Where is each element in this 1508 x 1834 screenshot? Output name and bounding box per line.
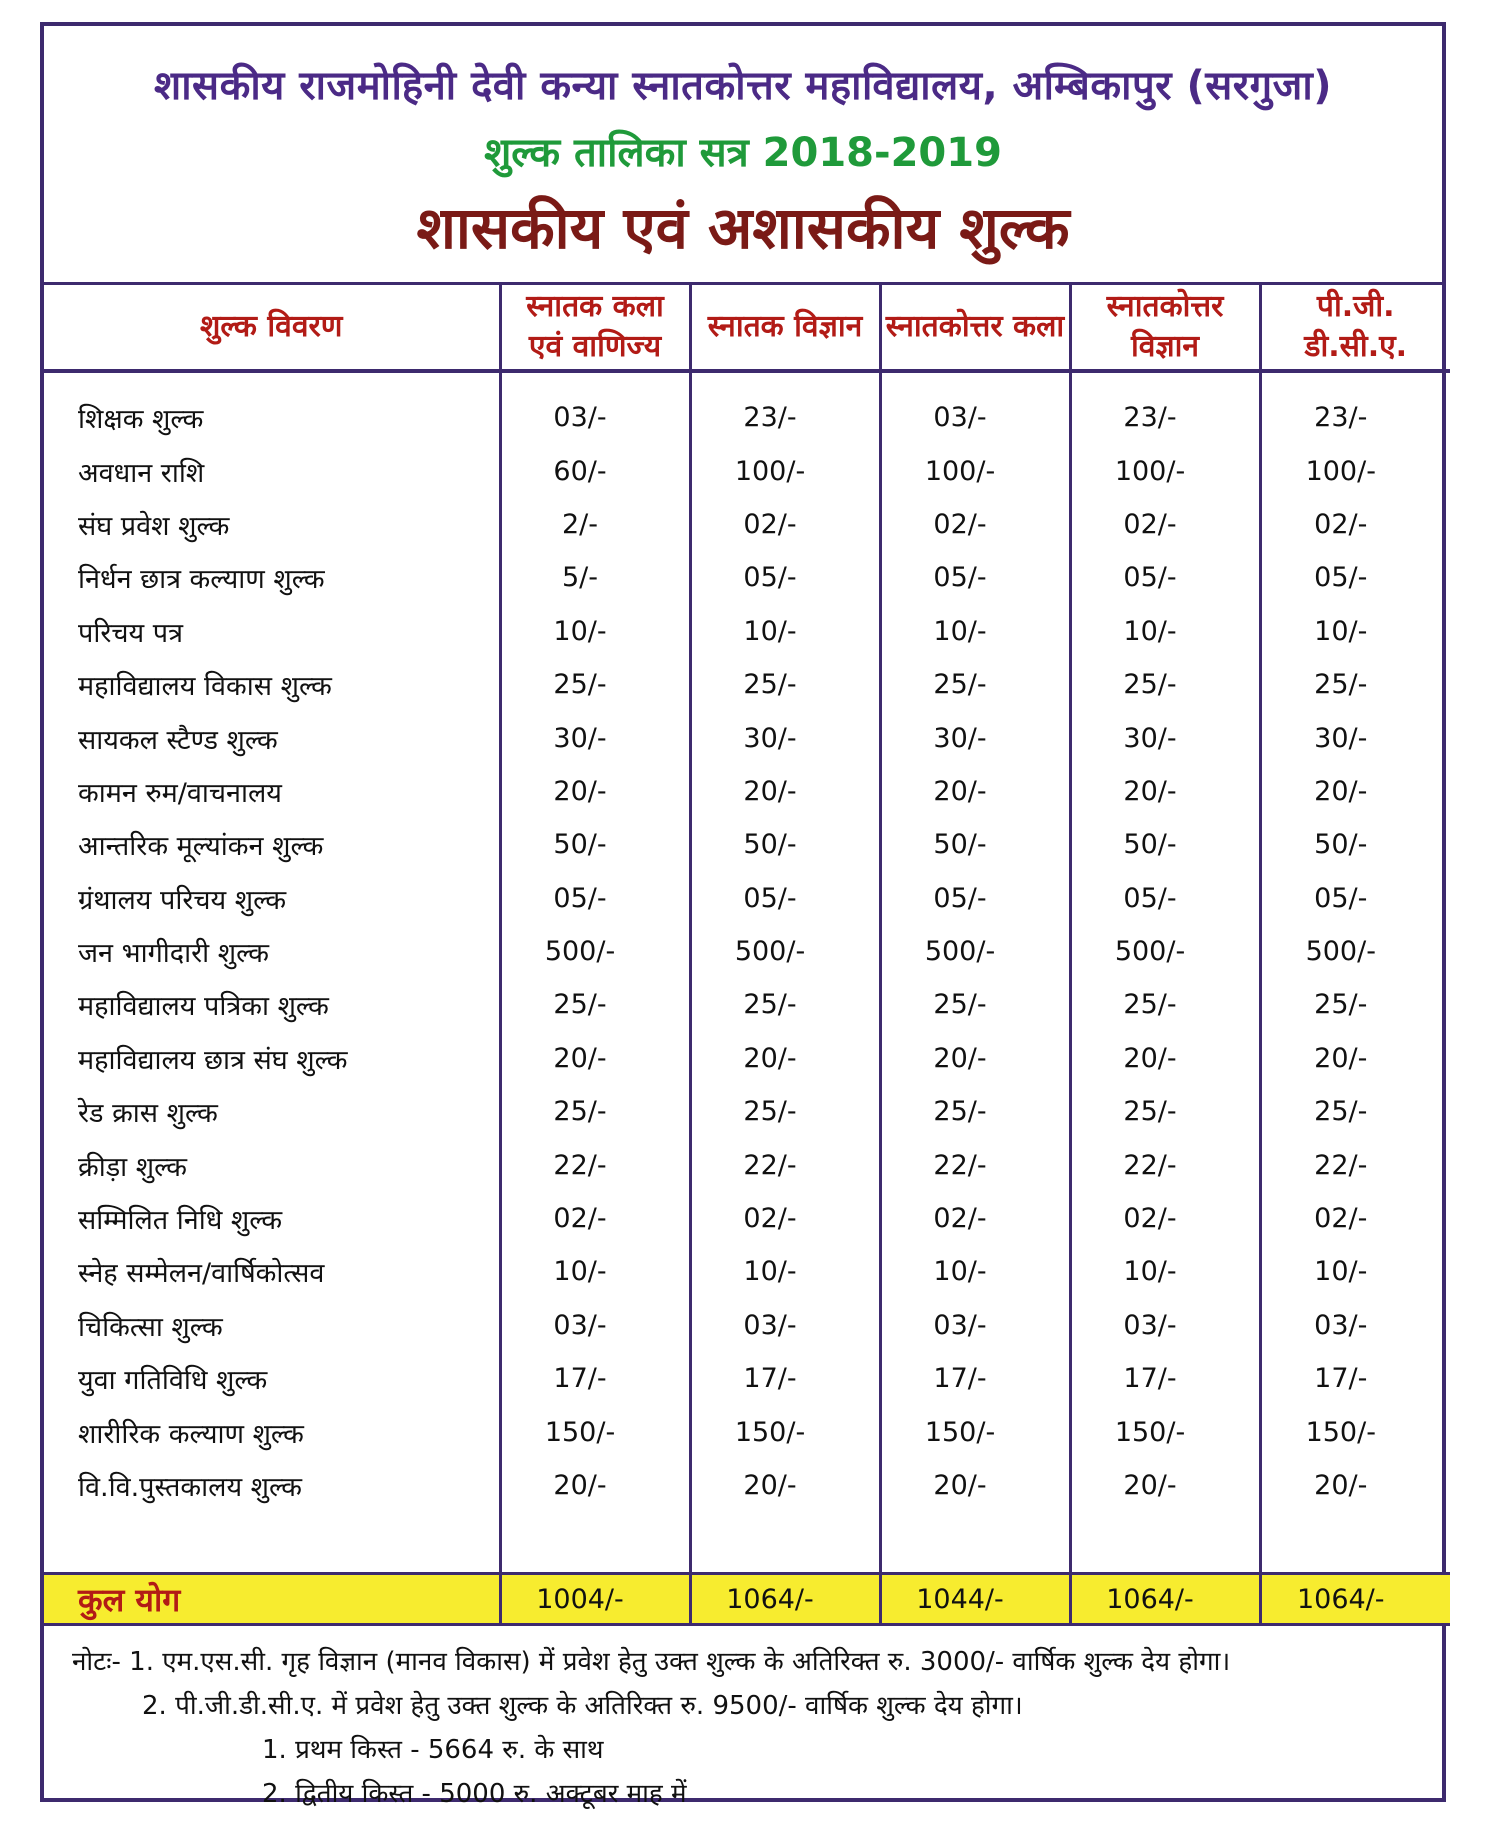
table-row [44,925,1450,978]
fee-amount-cell: 25/- [1070,1085,1260,1138]
table-row [44,371,1450,444]
notes-section [44,1626,1442,1816]
fee-amount-cell: 10/- [500,1245,690,1298]
session-title: शुल्क तालिका सत्र 2018-2019 [484,130,1002,176]
fee-amount-cell: 05/- [1260,872,1450,925]
fee-amount-cell: 22/- [880,1138,1070,1191]
total-amount-cell: 1064/- [1260,1574,1450,1625]
note-line: नोटः- 1. एम.एस.सी. गृह विज्ञान (मानव विकास) में प्रवेश हेतु उक्त शुल्क के अतिरिक्त रु. 3000/- वार्षिक शुल्क देय होगा। [72,1647,1231,1678]
fee-amount-cell: 03/- [500,1299,690,1352]
note-line: 2. द्वितीय किस्त - 5000 रु. अक्टूबर माह में [262,1779,687,1810]
fee-amount-cell: 22/- [500,1138,690,1191]
fee-amount-cell: 60/- [500,444,690,497]
fee-amount-cell: 100/- [1260,444,1450,497]
fee-amount-cell: 05/- [1260,551,1450,604]
fee-amount-cell: 25/- [880,978,1070,1031]
fee-amount-cell: 150/- [1070,1405,1260,1458]
spacer-cell [880,1512,1070,1574]
table-row [44,711,1450,764]
fee-name-cell: चिकित्सा शुल्क [78,1311,223,1343]
fee-name-cell: वि.वि.पुस्तकालय शुल्क [78,1472,302,1503]
fee-amount-cell: 25/- [880,1085,1070,1138]
total-amount-cell: 1044/- [880,1574,1070,1625]
fee-amount-cell: 20/- [690,1032,880,1085]
fee-amount-cell: 17/- [1070,1352,1260,1405]
fee-amount-cell: 50/- [1070,818,1260,871]
fee-amount-cell: 5/- [500,551,690,604]
fee-amount-cell: 20/- [880,765,1070,818]
fee-amount-cell: 10/- [1260,605,1450,658]
spacer-cell [500,1512,690,1574]
fee-amount-cell: 03/- [500,371,690,444]
fee-amount-cell: 05/- [690,872,880,925]
table-row [44,1245,1450,1298]
fee-name-cell: अवधान राशि [78,457,205,489]
fee-amount-cell: 150/- [500,1405,690,1458]
fee-amount-cell: 22/- [690,1138,880,1191]
fee-name-cell: आन्तरिक मूल्यांकन शुल्क [78,831,324,863]
fee-name-cell: महाविद्यालय विकास शुल्क [78,671,332,703]
column-header: स्नातकोत्तर विज्ञान [1070,285,1260,371]
total-amount-cell: 1064/- [690,1574,880,1625]
table-row [44,1085,1450,1138]
fee-amount-cell: 25/- [690,1085,880,1138]
fee-amount-cell: 10/- [690,1245,880,1298]
fee-amount-cell: 03/- [690,1299,880,1352]
fee-amount-cell: 20/- [690,1459,880,1512]
column-header: पी.जी. डी.सी.ए. [1260,285,1450,371]
fee-amount-cell: 10/- [1070,1245,1260,1298]
fee-amount-cell: 30/- [1070,711,1260,764]
table-row [44,551,1450,604]
fee-amount-cell: 03/- [1070,1299,1260,1352]
fee-amount-cell: 25/- [880,658,1070,711]
fee-amount-cell: 10/- [880,605,1070,658]
fee-amount-cell: 10/- [690,605,880,658]
total-row [44,1574,1450,1625]
fee-amount-cell: 500/- [880,925,1070,978]
fee-amount-cell: 30/- [880,711,1070,764]
fee-amount-cell: 10/- [1070,605,1260,658]
fee-amount-cell: 150/- [690,1405,880,1458]
fee-amount-cell: 05/- [690,551,880,604]
table-row [44,658,1450,711]
fee-amount-cell: 17/- [690,1352,880,1405]
total-label: कुल योग [44,1574,500,1625]
fee-amount-cell: 17/- [1260,1352,1450,1405]
table-row [44,1299,1450,1352]
fee-amount-cell: 2/- [500,498,690,551]
fee-amount-cell: 30/- [1260,711,1450,764]
fee-amount-cell: 25/- [690,978,880,1031]
fee-amount-cell: 500/- [1070,925,1260,978]
spacer-cell [1070,1512,1260,1574]
fee-amount-cell: 20/- [500,1032,690,1085]
fee-amount-cell: 05/- [1070,551,1260,604]
fee-amount-cell: 23/- [1260,371,1450,444]
fee-amount-cell: 20/- [1260,1032,1450,1085]
fee-amount-cell: 20/- [1260,765,1450,818]
fee-amount-cell: 10/- [880,1245,1070,1298]
note-line: 1. प्रथम किस्त - 5664 रु. के साथ [262,1735,604,1766]
fee-amount-cell: 25/- [690,658,880,711]
fee-amount-cell: 20/- [500,765,690,818]
fee-amount-cell: 03/- [880,1299,1070,1352]
fee-amount-cell: 25/- [1070,978,1260,1031]
fee-amount-cell: 20/- [1070,1459,1260,1512]
fee-amount-cell: 50/- [880,818,1070,871]
fee-amount-cell: 02/- [1070,1192,1260,1245]
table-row [44,444,1450,497]
fee-amount-cell: 05/- [1070,872,1260,925]
fee-amount-cell: 150/- [880,1405,1070,1458]
table-row [44,605,1450,658]
fee-amount-cell: 25/- [500,1085,690,1138]
fee-amount-cell: 100/- [880,444,1070,497]
fee-name-cell: महाविद्यालय पत्रिका शुल्क [78,991,329,1023]
fee-amount-cell: 150/- [1260,1405,1450,1458]
fee-amount-cell: 25/- [500,658,690,711]
fee-amount-cell: 02/- [1260,498,1450,551]
fee-amount-cell: 500/- [1260,925,1450,978]
fee-amount-cell: 25/- [1070,658,1260,711]
table-row [44,1405,1450,1458]
fee-amount-cell: 10/- [500,605,690,658]
fee-amount-cell: 50/- [500,818,690,871]
fee-amount-cell: 500/- [500,925,690,978]
fee-amount-cell: 02/- [1070,498,1260,551]
fee-name-cell: रेड क्रास शुल्क [78,1098,218,1130]
table-row [44,765,1450,818]
table-row [44,498,1450,551]
fee-amount-cell: 23/- [690,371,880,444]
spacer-cell [1260,1512,1450,1574]
fee-name-cell: सायकल स्टैण्ड शुल्क [78,724,278,756]
fee-amount-cell: 05/- [880,551,1070,604]
fee-amount-cell: 17/- [500,1352,690,1405]
table-row [44,978,1450,1031]
college-name: शासकीय राजमोहिनी देवी कन्या स्नातकोत्तर महाविद्यालय, अम्बिकापुर (सरगुजा) [154,63,1332,109]
fee-amount-cell: 02/- [880,498,1070,551]
fee-amount-cell: 22/- [1260,1138,1450,1191]
fee-amount-cell: 23/- [1070,371,1260,444]
fee-amount-cell: 05/- [500,872,690,925]
fee-amount-cell: 10/- [1260,1245,1450,1298]
fee-amount-cell: 25/- [1260,1085,1450,1138]
column-header: स्नातकोत्तर कला [880,285,1070,371]
table-row [44,818,1450,871]
fee-name-cell: शिक्षक शुल्क [78,404,204,436]
fee-name-cell: जन भागीदारी शुल्क [78,938,269,970]
fee-name-cell: स्नेह सम्मेलन/वार्षिकोत्सव [78,1258,325,1290]
table-row [44,1352,1450,1405]
fee-amount-cell: 03/- [880,371,1070,444]
fee-name-cell: ग्रंथालय परिचय शुल्क [78,884,287,916]
fee-amount-cell: 17/- [880,1352,1070,1405]
fee-name-cell: सम्मिलित निधि शुल्क [78,1205,283,1237]
fee-amount-cell: 20/- [880,1459,1070,1512]
fee-amount-cell: 20/- [1070,765,1260,818]
column-header: शुल्क विवरण [44,285,500,371]
fee-subtitle: शासकीय एवं अशासकीय शुल्क [416,194,1070,262]
spacer-cell [690,1512,880,1574]
spacer-cell [44,1512,500,1574]
fee-amount-cell: 22/- [1070,1138,1260,1191]
table-row [44,1032,1450,1085]
fee-amount-cell: 25/- [1260,978,1450,1031]
fee-amount-cell: 100/- [1070,444,1260,497]
total-amount-cell: 1004/- [500,1574,690,1625]
fee-name-cell: कामन रुम/वाचनालय [78,777,282,809]
fee-amount-cell: 30/- [690,711,880,764]
fee-amount-cell: 02/- [880,1192,1070,1245]
table-row [44,1138,1450,1191]
fee-amount-cell: 50/- [1260,818,1450,871]
fee-name-cell: शारीरिक कल्याण शुल्क [78,1418,304,1450]
fee-amount-cell: 03/- [1260,1299,1450,1352]
fee-amount-cell: 20/- [1070,1032,1260,1085]
fee-amount-cell: 500/- [690,925,880,978]
table-row [44,1459,1450,1512]
fee-amount-cell: 50/- [690,818,880,871]
fee-amount-cell: 25/- [500,978,690,1031]
fee-amount-cell: 20/- [880,1032,1070,1085]
note-line: 2. पी.जी.डी.सी.ए. में प्रवेश हेतु उक्त शुल्क के अतिरिक्त रु. 9500/- वार्षिक शुल्क देय होगा। [142,1691,1023,1722]
table-row [44,872,1450,925]
fee-table [44,285,1450,1626]
fee-amount-cell: 02/- [1260,1192,1450,1245]
fee-amount-cell: 05/- [880,872,1070,925]
fee-name-cell: क्रीड़ा शुल्क [78,1151,188,1183]
title-block [44,26,1442,285]
fee-amount-cell: 02/- [690,1192,880,1245]
table-row [44,1192,1450,1245]
fee-name-cell: संघ प्रवेश शुल्क [78,510,230,542]
column-header: स्नातक कला एवं वाणिज्य [500,285,690,371]
column-header: स्नातक विज्ञान [690,285,880,371]
fee-amount-cell: 20/- [690,765,880,818]
fee-amount-cell: 30/- [500,711,690,764]
table-header-row [44,285,1450,371]
fee-amount-cell: 02/- [690,498,880,551]
spacer-row [44,1512,1450,1574]
fee-amount-cell: 25/- [1260,658,1450,711]
fee-document [40,22,1446,1810]
fee-amount-cell: 02/- [500,1192,690,1245]
fee-name-cell: परिचय पत्र [78,617,183,649]
total-amount-cell: 1064/- [1070,1574,1260,1625]
fee-name-cell: निर्धन छात्र कल्याण शुल्क [78,564,325,596]
fee-amount-cell: 20/- [500,1459,690,1512]
fee-name-cell: महाविद्यालय छात्र संघ शुल्क [78,1044,348,1076]
fee-name-cell: युवा गतिविधि शुल्क [78,1365,268,1397]
fee-amount-cell: 100/- [690,444,880,497]
fee-amount-cell: 20/- [1260,1459,1450,1512]
